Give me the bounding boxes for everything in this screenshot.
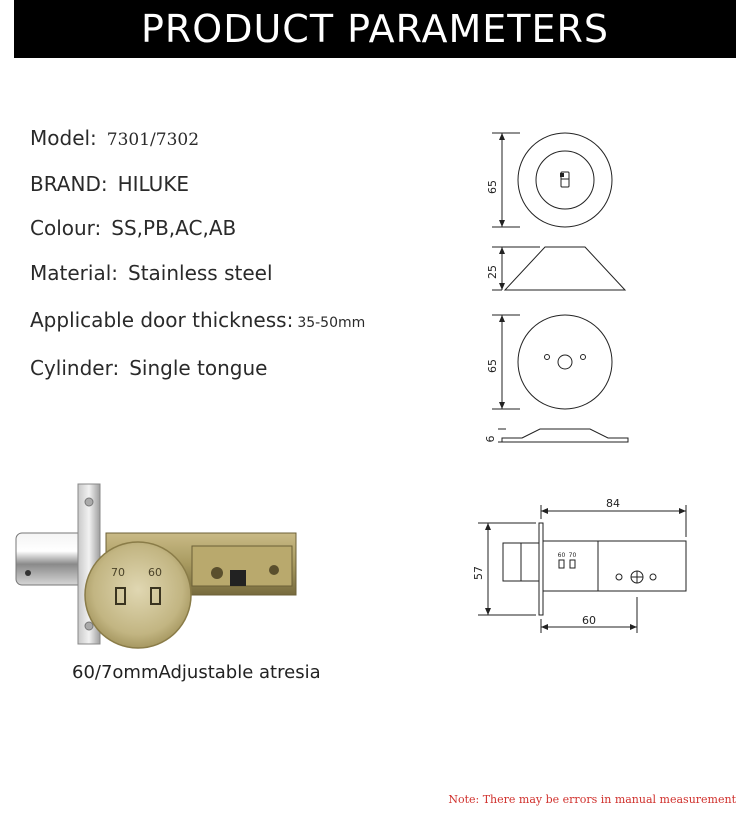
spec-brand-value: HILUKE: [117, 172, 190, 196]
latch-length-dim: 84: [606, 497, 620, 510]
spec-cylinder-value: Single tongue: [129, 356, 268, 380]
top-rose-outer-circle: [518, 133, 612, 227]
magnified-backset-detail: [85, 542, 191, 648]
page-title: PRODUCT PARAMETERS: [140, 7, 609, 51]
latch-faceplate: [539, 523, 543, 615]
spindle-square: [230, 570, 246, 586]
spec-colour-value: SS,PB,AC,AB: [111, 216, 237, 240]
latch-technical-drawing: [470, 493, 700, 638]
spec-brand-label: BRAND:: [30, 172, 108, 196]
spec-colour-label: Colour:: [30, 216, 102, 240]
spec-thickness-value: 35-50mm: [297, 315, 366, 331]
spec-brand: [30, 172, 189, 196]
case-hole-right: [650, 574, 656, 580]
backset-slot-60: [559, 560, 564, 568]
spec-material-value: Stainless steel: [128, 261, 273, 285]
header-bar: [14, 0, 736, 58]
top-rose-dim: 65: [486, 180, 499, 194]
bottom-rose-center-hole: [558, 355, 572, 369]
photo-mark-70: 70: [111, 566, 125, 579]
spec-thickness: [30, 308, 365, 332]
cone-profile: [505, 247, 625, 290]
rose-technical-drawing: [480, 125, 650, 450]
plate-profile: [502, 429, 628, 442]
cone-dim: 25: [486, 265, 499, 279]
spec-colour: [30, 216, 236, 240]
top-rose-inner-circle: [536, 151, 594, 209]
spec-cylinder-label: Cylinder:: [30, 356, 120, 380]
latch-height-dim: 57: [472, 566, 485, 580]
backset-slot-70: [570, 560, 575, 568]
latch-product-photo: [12, 478, 312, 653]
spec-cylinder: [30, 356, 267, 380]
spec-material-label: Material:: [30, 261, 118, 285]
backset-label-70: 70: [568, 552, 577, 559]
plate-dim: 6: [484, 435, 497, 443]
spec-thickness-label: Applicable door thickness:: [30, 308, 294, 332]
bottom-rose-outer-circle: [518, 315, 612, 409]
case-rivet: [211, 567, 223, 579]
bottom-rose-dim: 65: [486, 359, 499, 373]
measurement-note: Note: There may be errors in manual measurement: [448, 793, 736, 806]
backset-label-60: 60: [557, 552, 566, 559]
latch-backset-dim: 60: [582, 614, 596, 627]
spec-model: [30, 126, 199, 150]
photo-mark-60: 60: [148, 566, 162, 579]
screw-hole-left: [545, 355, 550, 360]
case-hole-left: [616, 574, 622, 580]
photo-caption: 60/7ommAdjustable atresia: [72, 662, 321, 683]
spec-material: [30, 261, 273, 285]
spec-model-label: Model:: [30, 126, 97, 150]
screw-hole-right: [581, 355, 586, 360]
spec-model-value: 7301/7302: [106, 130, 200, 150]
